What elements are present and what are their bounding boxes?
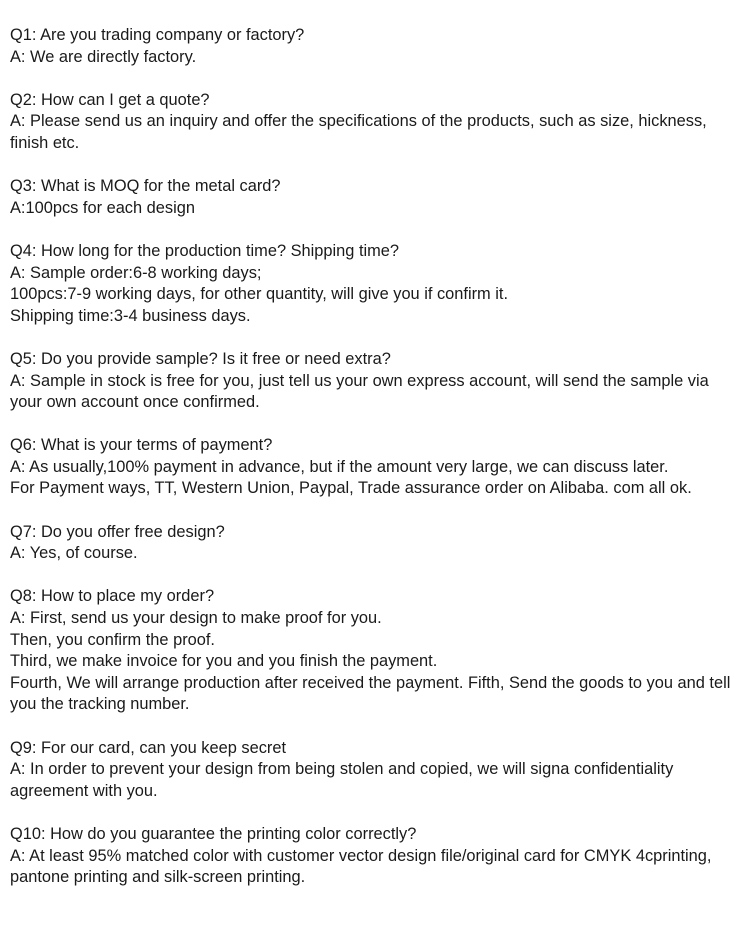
faq-question: Q3: What is MOQ for the metal card? xyxy=(10,177,281,196)
faq-answer: A: Yes, of course. xyxy=(10,544,138,563)
faq-answer: A: At least 95% matched color with customer vector design file/original card for CMYK 4cprinting, pantone printing and silk-screen printing. xyxy=(10,846,712,887)
faq-question: Q4: How long for the production time? Shipping time? xyxy=(10,241,400,260)
faq-answer: A: As usually,100% payment in advance, but if the amount very large, we can discuss later. xyxy=(10,457,669,476)
faq-item-q2 xyxy=(10,90,742,155)
faq-item-q3 xyxy=(10,176,742,219)
faq-question: Q9: For our card, can you keep secret xyxy=(10,738,287,757)
faq-answer: A: Sample in stock is free for you, just tell us your own express account, will send the sample via your own account once confirmed. xyxy=(10,371,709,412)
faq-item-q4 xyxy=(10,241,742,327)
faq-answer: A: First, send us your design to make proof for you. xyxy=(10,609,382,628)
faq-answer: A:100pcs for each design xyxy=(10,198,195,217)
faq-item-q1 xyxy=(10,25,742,68)
faq-answer: A: Sample order:6-8 working days; xyxy=(10,263,262,282)
faq-answer: A: Please send us an inquiry and offer the specifications of the products, such as size, hickness, finish etc. xyxy=(10,112,707,152)
faq-question: Q5: Do you provide sample? Is it free or need extra? xyxy=(10,349,391,368)
faq-item-q9 xyxy=(10,738,742,803)
faq-answer-line: Shipping time:3-4 business days. xyxy=(10,306,251,325)
faq-item-q10 xyxy=(10,824,742,889)
faq-question: Q1: Are you trading company or factory? xyxy=(10,26,305,44)
faq-item-q5 xyxy=(10,349,742,414)
faq-question: Q6: What is your terms of payment? xyxy=(10,436,273,455)
faq-question: Q10: How do you guarantee the printing color correctly? xyxy=(10,824,417,843)
faq-question: Q2: How can I get a quote? xyxy=(10,90,210,109)
faq-answer-line: Third, we make invoice for you and you finish the payment. xyxy=(10,652,438,671)
faq-answer: A: We are directly factory. xyxy=(10,47,197,66)
faq-document xyxy=(10,25,742,910)
faq-answer-line: Then, you confirm the proof. xyxy=(10,630,215,649)
faq-answer-line: 100pcs:7-9 working days, for other quantity, will give you if confirm it. xyxy=(10,285,509,304)
faq-item-q7 xyxy=(10,522,742,565)
faq-answer-line: For Payment ways, TT, Western Union, Paypal, Trade assurance order on Alibaba. com all ok. xyxy=(10,479,692,498)
faq-answer-line: Fourth, We will arrange production after received the payment. Fifth, Send the goods to you and tell you the tracking number. xyxy=(10,673,731,714)
faq-item-q6 xyxy=(10,435,742,500)
faq-question: Q8: How to place my order? xyxy=(10,587,215,606)
faq-answer: A: In order to prevent your design from being stolen and copied, we will signa confidentiality agreement with you. xyxy=(10,760,674,800)
faq-question: Q7: Do you offer free design? xyxy=(10,522,225,541)
faq-item-q8 xyxy=(10,586,742,716)
